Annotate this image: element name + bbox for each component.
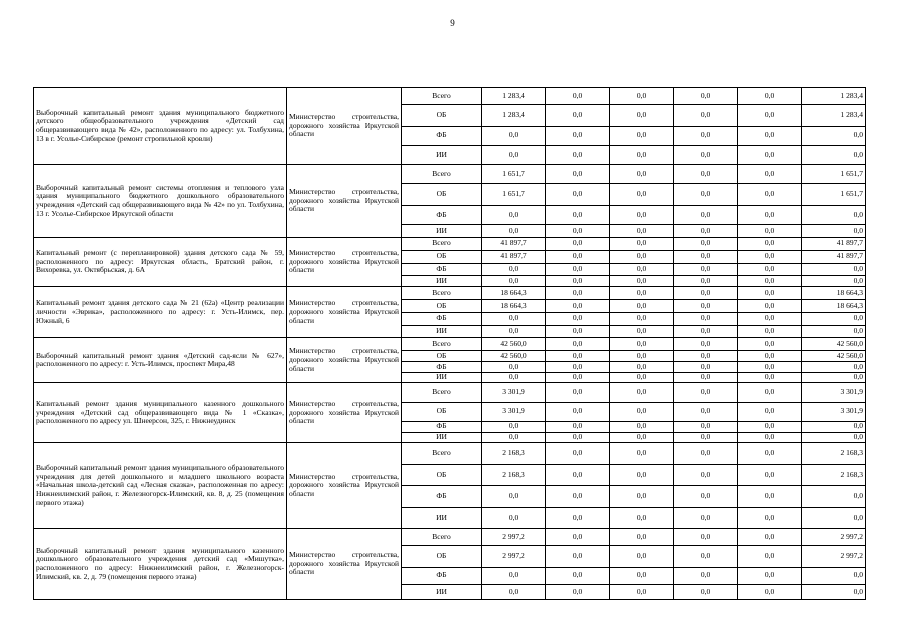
- year-value: 0,0: [546, 105, 610, 126]
- total-value: 0,0: [802, 325, 866, 338]
- year-value: 41 897,7: [482, 237, 546, 250]
- funding-source: Всего: [402, 237, 482, 250]
- year-value: 0,0: [738, 276, 802, 287]
- table-row: [34, 383, 866, 402]
- year-value: 0,0: [674, 464, 738, 485]
- year-value: 0,0: [738, 225, 802, 238]
- funding-source: ИИ: [402, 372, 482, 383]
- year-value: 0,0: [738, 567, 802, 584]
- total-value: 0,0: [802, 205, 866, 224]
- total-value: 0,0: [802, 372, 866, 383]
- total-value: 41 897,7: [802, 250, 866, 263]
- funding-source: Всего: [402, 338, 482, 351]
- year-value: 0,0: [738, 421, 802, 432]
- funding-source: ИИ: [402, 507, 482, 528]
- year-value: 0,0: [674, 383, 738, 402]
- funding-source: ФБ: [402, 486, 482, 507]
- year-value: 0,0: [738, 507, 802, 528]
- funding-source: ФБ: [402, 312, 482, 325]
- funding-source: ИИ: [402, 432, 482, 443]
- total-value: 1 651,7: [802, 165, 866, 184]
- object-description: Выборочный капитальный ремонт здания муниципального бюджетного детского общеобразовательного учреждения «Детский сад общеразвивающего вида № 42», расположенного по адресу: ул. Толбухина, 13 в г. Усолье-Сибирское (ремонт стропильной кровли): [34, 88, 287, 165]
- year-value: 0,0: [738, 237, 802, 250]
- year-value: 0,0: [482, 312, 546, 325]
- year-value: 0,0: [674, 184, 738, 205]
- year-value: 0,0: [610, 584, 674, 599]
- year-value: 2 168,3: [482, 464, 546, 485]
- year-value: 0,0: [482, 372, 546, 383]
- year-value: 0,0: [738, 126, 802, 145]
- responsible-ministry: Министерство строительства, дорожного хозяйства Иркутской области: [287, 338, 402, 383]
- year-value: 0,0: [674, 299, 738, 312]
- year-value: 0,0: [546, 287, 610, 300]
- year-value: 0,0: [674, 584, 738, 599]
- total-value: 0,0: [802, 486, 866, 507]
- year-value: 0,0: [610, 351, 674, 362]
- year-value: 0,0: [546, 507, 610, 528]
- year-value: 0,0: [674, 165, 738, 184]
- year-value: 0,0: [610, 205, 674, 224]
- year-value: 0,0: [738, 312, 802, 325]
- year-value: 1 651,7: [482, 184, 546, 205]
- year-value: 0,0: [610, 88, 674, 105]
- year-value: 0,0: [674, 325, 738, 338]
- funding-source: ИИ: [402, 325, 482, 338]
- year-value: 0,0: [546, 464, 610, 485]
- year-value: 0,0: [674, 421, 738, 432]
- year-value: 0,0: [674, 338, 738, 351]
- year-value: 0,0: [546, 184, 610, 205]
- year-value: 0,0: [610, 443, 674, 464]
- funding-source: Всего: [402, 165, 482, 184]
- funding-source: Всего: [402, 88, 482, 105]
- year-value: 0,0: [610, 507, 674, 528]
- year-value: 0,0: [546, 276, 610, 287]
- year-value: 18 664,3: [482, 287, 546, 300]
- object-description: Выборочный капитальный ремонт здания «Детский сад-ясли № 627», расположенного по адресу: г. Усть-Илимск, проспект Мира,48: [34, 338, 287, 383]
- funding-source: ОБ: [402, 351, 482, 362]
- table-row: [34, 88, 866, 105]
- year-value: 0,0: [738, 486, 802, 507]
- year-value: 0,0: [546, 584, 610, 599]
- total-value: 18 664,3: [802, 299, 866, 312]
- year-value: 0,0: [610, 105, 674, 126]
- year-value: 0,0: [610, 184, 674, 205]
- year-value: 3 301,9: [482, 402, 546, 421]
- total-value: 42 560,0: [802, 338, 866, 351]
- total-value: 0,0: [802, 584, 866, 599]
- year-value: 0,0: [546, 250, 610, 263]
- year-value: 0,0: [674, 351, 738, 362]
- total-value: 0,0: [802, 421, 866, 432]
- year-value: 0,0: [610, 126, 674, 145]
- year-value: 0,0: [546, 338, 610, 351]
- year-value: 2 997,2: [482, 546, 546, 567]
- object-description: Выборочный капитальный ремонт здания муниципального образовательного учреждения для детей дошкольного и младшего школьного возраста «Начальная школа-детский сад «Лесная сказка», расположенная по адресу: Нижнеилимский район, г. Железногорск-Илимский, кв. 8, д. 25 (помещения первого этажа): [34, 443, 287, 529]
- year-value: 0,0: [610, 362, 674, 373]
- total-value: 0,0: [802, 225, 866, 238]
- total-value: 42 560,0: [802, 351, 866, 362]
- year-value: 0,0: [546, 351, 610, 362]
- year-value: 3 301,9: [482, 383, 546, 402]
- year-value: 0,0: [738, 299, 802, 312]
- funding-source: Всего: [402, 443, 482, 464]
- year-value: 0,0: [674, 276, 738, 287]
- year-value: 0,0: [482, 567, 546, 584]
- year-value: 0,0: [738, 263, 802, 276]
- year-value: 0,0: [674, 486, 738, 507]
- year-value: 0,0: [482, 507, 546, 528]
- year-value: 0,0: [546, 443, 610, 464]
- year-value: 0,0: [674, 507, 738, 528]
- year-value: 0,0: [738, 184, 802, 205]
- year-value: 0,0: [482, 276, 546, 287]
- year-value: 0,0: [546, 432, 610, 443]
- year-value: 0,0: [546, 299, 610, 312]
- year-value: 0,0: [546, 225, 610, 238]
- year-value: 0,0: [610, 263, 674, 276]
- year-value: 0,0: [674, 546, 738, 567]
- year-value: 0,0: [610, 464, 674, 485]
- year-value: 0,0: [482, 325, 546, 338]
- year-value: 0,0: [482, 421, 546, 432]
- year-value: 0,0: [610, 529, 674, 546]
- year-value: 0,0: [738, 546, 802, 567]
- year-value: 0,0: [546, 486, 610, 507]
- total-value: 0,0: [802, 432, 866, 443]
- total-value: 3 301,9: [802, 402, 866, 421]
- year-value: 0,0: [674, 529, 738, 546]
- year-value: 0,0: [738, 287, 802, 300]
- object-description: Капитальный ремонт здания детского сада № 21 (62а) «Центр реализации личности «Эврика», расположенного по адресу: г. Усть-Илимск, пер. Южный, 6: [34, 287, 287, 338]
- year-value: 0,0: [674, 205, 738, 224]
- funding-source: Всего: [402, 383, 482, 402]
- year-value: 0,0: [546, 325, 610, 338]
- year-value: 0,0: [610, 486, 674, 507]
- responsible-ministry: Министерство строительства, дорожного хозяйства Иркутской области: [287, 237, 402, 286]
- year-value: 0,0: [674, 312, 738, 325]
- total-value: 0,0: [802, 362, 866, 373]
- year-value: 0,0: [674, 372, 738, 383]
- year-value: 0,0: [610, 432, 674, 443]
- year-value: 0,0: [482, 584, 546, 599]
- total-value: 0,0: [802, 312, 866, 325]
- table-row: [34, 237, 866, 250]
- total-value: 2 997,2: [802, 546, 866, 567]
- funding-source: ИИ: [402, 225, 482, 238]
- year-value: 2 997,2: [482, 529, 546, 546]
- year-value: 0,0: [738, 362, 802, 373]
- funding-source: ОБ: [402, 546, 482, 567]
- year-value: 0,0: [482, 145, 546, 164]
- total-value: 3 301,9: [802, 383, 866, 402]
- year-value: 2 168,3: [482, 443, 546, 464]
- year-value: 0,0: [610, 312, 674, 325]
- year-value: 0,0: [546, 205, 610, 224]
- year-value: 0,0: [546, 546, 610, 567]
- year-value: 0,0: [610, 165, 674, 184]
- total-value: 0,0: [802, 507, 866, 528]
- year-value: 0,0: [546, 145, 610, 164]
- year-value: 0,0: [610, 287, 674, 300]
- year-value: 0,0: [674, 443, 738, 464]
- year-value: 0,0: [546, 312, 610, 325]
- funding-source: Всего: [402, 529, 482, 546]
- total-value: 0,0: [802, 567, 866, 584]
- year-value: 0,0: [674, 567, 738, 584]
- year-value: 1 283,4: [482, 105, 546, 126]
- year-value: 0,0: [738, 529, 802, 546]
- year-value: 42 560,0: [482, 338, 546, 351]
- year-value: 0,0: [546, 383, 610, 402]
- table-row: [34, 287, 866, 300]
- total-value: 2 168,3: [802, 443, 866, 464]
- year-value: 0,0: [738, 584, 802, 599]
- year-value: 0,0: [482, 432, 546, 443]
- year-value: 0,0: [674, 287, 738, 300]
- total-value: 1 651,7: [802, 184, 866, 205]
- funding-source: ФБ: [402, 362, 482, 373]
- year-value: 0,0: [610, 237, 674, 250]
- year-value: 0,0: [482, 263, 546, 276]
- year-value: 0,0: [738, 383, 802, 402]
- year-value: 0,0: [610, 402, 674, 421]
- year-value: 0,0: [738, 338, 802, 351]
- responsible-ministry: Министерство строительства, дорожного хозяйства Иркутской области: [287, 287, 402, 338]
- year-value: 0,0: [482, 205, 546, 224]
- year-value: 42 560,0: [482, 351, 546, 362]
- year-value: 0,0: [546, 421, 610, 432]
- responsible-ministry: Министерство строительства, дорожного хозяйства Иркутской области: [287, 165, 402, 238]
- year-value: 0,0: [546, 126, 610, 145]
- year-value: 1 283,4: [482, 88, 546, 105]
- year-value: 0,0: [610, 567, 674, 584]
- year-value: 0,0: [482, 225, 546, 238]
- year-value: 0,0: [610, 383, 674, 402]
- funding-source: ФБ: [402, 421, 482, 432]
- year-value: 0,0: [738, 402, 802, 421]
- year-value: 0,0: [738, 372, 802, 383]
- funding-source: ФБ: [402, 126, 482, 145]
- year-value: 0,0: [674, 126, 738, 145]
- responsible-ministry: Министерство строительства, дорожного хозяйства Иркутской области: [287, 529, 402, 600]
- responsible-ministry: Министерство строительства, дорожного хозяйства Иркутской области: [287, 383, 402, 443]
- year-value: 0,0: [546, 88, 610, 105]
- funding-source: ОБ: [402, 402, 482, 421]
- year-value: 0,0: [546, 372, 610, 383]
- financing-table: [33, 87, 866, 600]
- year-value: 0,0: [738, 250, 802, 263]
- object-description: Выборочный капитальный ремонт здания муниципального казенного дошкольного образовательного учреждения детский сад «Мишутка», расположенного по адресу: Нижнеилимский район, г. Железногорск-Илимский, кв. 2, д. 79 (помещения первого этажа): [34, 529, 287, 600]
- year-value: 0,0: [738, 205, 802, 224]
- total-value: 41 897,7: [802, 237, 866, 250]
- year-value: 0,0: [738, 432, 802, 443]
- year-value: 0,0: [546, 362, 610, 373]
- year-value: 0,0: [482, 486, 546, 507]
- page-number: 9: [450, 18, 455, 28]
- year-value: 0,0: [610, 338, 674, 351]
- funding-source: ОБ: [402, 105, 482, 126]
- object-description: Выборочный капитальный ремонт системы отопления и теплового узла здания муниципального бюджетного дошкольного образовательного учреждения «Детский сад общеразвивающего вида № 42» по ул. Толбухина, 13 г. Усолье-Сибирское Иркутской области: [34, 165, 287, 238]
- year-value: 0,0: [546, 402, 610, 421]
- year-value: 0,0: [674, 250, 738, 263]
- year-value: 0,0: [738, 464, 802, 485]
- year-value: 1 651,7: [482, 165, 546, 184]
- funding-source: ИИ: [402, 584, 482, 599]
- table-row: [34, 338, 866, 351]
- year-value: 0,0: [610, 225, 674, 238]
- year-value: 0,0: [546, 529, 610, 546]
- funding-source: ОБ: [402, 184, 482, 205]
- responsible-ministry: Министерство строительства, дорожного хозяйства Иркутской области: [287, 443, 402, 529]
- total-value: 0,0: [802, 145, 866, 164]
- funding-source: ФБ: [402, 263, 482, 276]
- year-value: 0,0: [482, 362, 546, 373]
- year-value: 0,0: [610, 250, 674, 263]
- year-value: 0,0: [610, 372, 674, 383]
- funding-source: Всего: [402, 287, 482, 300]
- year-value: 0,0: [674, 362, 738, 373]
- funding-source: ФБ: [402, 205, 482, 224]
- year-value: 0,0: [674, 145, 738, 164]
- object-description: Капитальный ремонт (с перепланировкой) здания детского сада № 59, расположенного по адресу: Иркутская область, Братский район, г. Вихоревка, ул. Октябрьская, д. 6А: [34, 237, 287, 286]
- year-value: 0,0: [674, 225, 738, 238]
- year-value: 0,0: [738, 88, 802, 105]
- year-value: 0,0: [674, 105, 738, 126]
- year-value: 0,0: [674, 402, 738, 421]
- table-row: [34, 165, 866, 184]
- funding-source: ФБ: [402, 567, 482, 584]
- year-value: 0,0: [546, 567, 610, 584]
- year-value: 0,0: [546, 263, 610, 276]
- year-value: 18 664,3: [482, 299, 546, 312]
- total-value: 0,0: [802, 276, 866, 287]
- funding-source: ОБ: [402, 299, 482, 312]
- year-value: 0,0: [674, 432, 738, 443]
- object-description: Капитальный ремонт здания муниципального казенного дошкольного учреждения «Детский сад общеразвивающего вида № 1 «Сказка», расположенного по адресу ул. Шнеерсон, 325, г. Нижнеудинск: [34, 383, 287, 443]
- year-value: 0,0: [546, 237, 610, 250]
- total-value: 1 283,4: [802, 88, 866, 105]
- year-value: 41 897,7: [482, 250, 546, 263]
- year-value: 0,0: [482, 126, 546, 145]
- year-value: 0,0: [610, 546, 674, 567]
- year-value: 0,0: [738, 443, 802, 464]
- funding-source: ОБ: [402, 464, 482, 485]
- total-value: 2 997,2: [802, 529, 866, 546]
- year-value: 0,0: [610, 325, 674, 338]
- year-value: 0,0: [610, 421, 674, 432]
- total-value: 2 168,3: [802, 464, 866, 485]
- year-value: 0,0: [546, 165, 610, 184]
- year-value: 0,0: [674, 263, 738, 276]
- year-value: 0,0: [674, 237, 738, 250]
- total-value: 0,0: [802, 126, 866, 145]
- year-value: 0,0: [738, 351, 802, 362]
- total-value: 18 664,3: [802, 287, 866, 300]
- funding-source: ИИ: [402, 276, 482, 287]
- year-value: 0,0: [610, 276, 674, 287]
- total-value: 1 283,4: [802, 105, 866, 126]
- year-value: 0,0: [738, 145, 802, 164]
- year-value: 0,0: [610, 145, 674, 164]
- year-value: 0,0: [610, 299, 674, 312]
- responsible-ministry: Министерство строительства, дорожного хозяйства Иркутской области: [287, 88, 402, 165]
- funding-source: ИИ: [402, 145, 482, 164]
- year-value: 0,0: [738, 165, 802, 184]
- table-row: [34, 443, 866, 464]
- year-value: 0,0: [738, 105, 802, 126]
- year-value: 0,0: [674, 88, 738, 105]
- table-row: [34, 529, 866, 546]
- funding-source: ОБ: [402, 250, 482, 263]
- year-value: 0,0: [738, 325, 802, 338]
- total-value: 0,0: [802, 263, 866, 276]
